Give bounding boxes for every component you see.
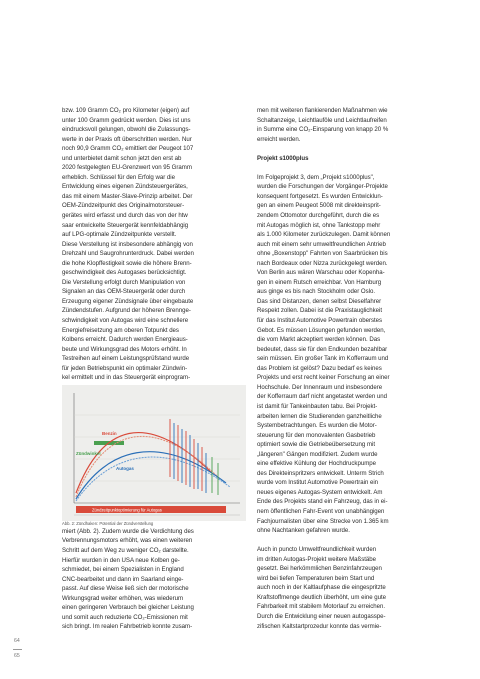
text-line: für jeden Betriebspunkt ein optimaler Zündwin-	[62, 364, 188, 372]
text-line: wird bei tiefen Temperaturen beim Start und	[257, 574, 375, 582]
text-line: Gebot. Es müssen Lösungen gefunden werden,	[257, 326, 386, 334]
text-line: auch mit einem sehr umweltfreundlichen Antrieb	[257, 240, 386, 248]
text-line: Das sind Distanzen, denen selbst Dieselfahrer	[257, 297, 382, 305]
text-line: unter 100 Gramm gedrückt werden. Dies ist uns	[62, 116, 191, 124]
text-line: CNC-bearbeitet und dann im Saarland einge-	[62, 575, 184, 583]
paragraph-block	[62, 106, 246, 383]
page-number-divider	[13, 649, 22, 650]
text-line: nach Bordeaux oder Nizza zurückgelegt werden.	[257, 259, 388, 267]
section-heading: Projekt s1000plus	[257, 154, 309, 162]
text-line: Testreihen auf einem Leistungsprüfstand wurde	[62, 355, 190, 363]
text-line: OEM-Zündzeitpunkt des Originalmotorsteuer-	[62, 202, 185, 210]
text-line: Projekts und erst recht keiner Forschung an einer	[257, 374, 390, 382]
text-line: werte in der Praxis oft überschritten werden. Nur	[62, 135, 192, 143]
text-line: Die Verstellung erfolgt durch Manipulation von	[62, 278, 186, 286]
text-line: Auch in puncto Umweltfreundlichkeit wurden	[257, 546, 377, 554]
text-line: auf LPG-optimale Zündzeitpunkte verstellt.	[62, 231, 177, 239]
text-line: die vom Markt akzeptiert werden können. Das	[257, 336, 381, 344]
text-line: und unterbietet damit schon jetzt den erst ab	[62, 154, 182, 162]
label-bar: Zündzeitpunktoptimierung für Autogas	[92, 507, 162, 513]
text-line: beute und Wirkungsgrad des Motors erhöht. In	[62, 345, 187, 353]
text-line: Wirkungsgrad weiter erhöhen, was wiederum	[62, 594, 184, 602]
text-line: nem öffentlichen Fahr-Event von unabhängigen	[257, 507, 385, 515]
text-line: sich bringt. Im realen Fahrbetrieb konnte zusam-	[62, 623, 193, 631]
text-line: schwindigkeit von Autogas wird eine schnellere	[62, 317, 189, 325]
text-line: Schritt auf dem Weg zu weniger CO₂ darstellte.	[62, 546, 189, 554]
text-line: Verbrennungsmotors erhöht, was einen weiteren	[62, 537, 193, 545]
text-line: Hochschule. Der Innenraum und insbesondere	[257, 383, 383, 391]
text-line: Kolbens erreicht. Dadurch werden Energieaus-	[62, 336, 188, 344]
text-line: optimiert sowie die Getriebeübersetzung mit	[257, 441, 376, 449]
text-line: gesetzt. Bei herkömmlichen Benzinfahrzeugen	[257, 565, 382, 573]
text-line: schmiedet, bei einem Spezialisten in England	[62, 566, 184, 574]
text-line: Respekt zollen. Dabei ist die Praxistauglichkeit	[257, 307, 383, 315]
page-number-left: 64	[14, 638, 20, 644]
text-line: das Problem ist gelöst? Dazu bedarf es keines	[257, 364, 382, 372]
paragraph-block	[257, 173, 441, 536]
paragraph-block	[257, 545, 441, 631]
text-line: ohne Nachtanken gefahren wurde.	[257, 527, 350, 535]
text-line: einen geringeren Verbrauch bei gleicher Leistung	[62, 604, 194, 612]
text-line: bedeutet, dass sie für den Endkunden bezahlbar	[257, 345, 388, 353]
text-line: 2020 festgelegten EU-Grenzwert von 95 Gramm	[62, 164, 192, 172]
text-line: Drehzahl und Saugrohrunterdruck. Dabei werden	[62, 250, 194, 258]
text-line: kel ermittelt und in das Steuergerät einprogram-	[62, 374, 191, 382]
text-line: Fachjournalisten über eine Strecke von 1.365 km	[257, 517, 389, 525]
text-line: Kraftstoffmenge deutlich überhöht, um eine gute	[257, 593, 387, 601]
text-line: Erzeugung eigener Zündsignale über eingebaute	[62, 297, 194, 305]
text-line: „längeren" Gängen modifiziert. Zudem wurde	[257, 450, 378, 458]
page-number-right: 65	[14, 653, 20, 659]
figure-graphic	[62, 385, 246, 521]
text-line: ist damit für Tankeinbauten tabu. Bei Projekt-	[257, 402, 378, 410]
text-line: aus ginge es bis nach Stockholm oder Oslo.	[257, 288, 376, 296]
text-line: Ende des Projekts stand ein Fahrzeug, das in ei-	[257, 498, 388, 506]
text-line: gerätes wird erfasst und durch das von der htw	[62, 212, 188, 220]
text-line: in Summe eine CO₂-Einsparung von knapp 20 %	[257, 126, 389, 134]
text-line: Schaltanzeige, Leichtlauföle und Leichtlaufreifen	[257, 116, 387, 124]
text-line: wurde vom Institut Automotive Powertrain ein	[257, 479, 379, 487]
text-line: auch noch in der Kaltlaufphase die eingespritzte	[257, 584, 386, 592]
text-line: Diese Verstellung ist insbesondere abhängig von	[62, 240, 193, 248]
text-line: Durch die Entwicklung einer neuen autogasspe-	[257, 612, 386, 620]
text-line: zendem Ottomotor durchgeführt, durch die es	[257, 212, 380, 220]
text-line: Signalen an das OEM-Steuergerät oder durch	[62, 288, 186, 296]
text-line: und somit auch reduzierte CO₂-Emissionen mit	[62, 613, 188, 621]
text-column-right	[257, 106, 441, 631]
label-benzin: Benzin	[102, 430, 117, 436]
text-line: sein müssen. Ein großer Tank im Kofferraum und	[257, 355, 389, 363]
text-line: Im Folgeprojekt 3, dem „Projekt s1000plus",	[257, 173, 375, 181]
text-line: die hohe Klopffestigkeit sowie die höhere Brenn-	[62, 259, 192, 267]
text-line: zifischen Kaltstartprozedur konnte das vermie-	[257, 622, 382, 630]
text-line: für das Institut Automotive Powertrain oberstes	[257, 317, 383, 325]
text-line: saar entwickelte Steuergerät kennfeldabhängig	[62, 221, 189, 229]
text-line: miert (Abb. 2). Zudem wurde die Verdichtung des	[62, 527, 194, 535]
text-line: Zündendstufen. Aufgrund der höheren Brenngе-	[62, 307, 191, 315]
text-line: gen in einem Rutsch erreichbar. Von Hamburg	[257, 278, 382, 286]
text-line: erreicht werden.	[257, 135, 301, 143]
text-line: erheblich. Schlüssel für den Erfolg war die	[62, 173, 175, 181]
label-zuendwinkel: Zündwinkel	[76, 450, 101, 456]
text-line: bzw. 109 Gramm CO₂ pro Kilometer (eigen) auf	[62, 107, 190, 114]
figure-caption: Abb. 2: Zündhaken: Potential der Zündverstellung	[62, 520, 154, 526]
text-column-left	[62, 106, 246, 632]
text-line: konsequent fortgesetzt. Es wurden Entwicklun-	[257, 192, 383, 200]
paragraph-block	[62, 527, 246, 632]
figure-ignition-hook-chart	[62, 385, 246, 521]
text-line: Energiefreisetzung am oberen Totpunkt des	[62, 326, 179, 334]
text-line: wurden die Forschungen der Vorgänger-Projekte	[257, 183, 388, 191]
text-line: Fahrbarkeit mit stabilem Motorlauf zu erreichen.	[257, 603, 386, 611]
text-line: arbeiten lernen die Studierenden ganzheitliche	[257, 412, 382, 420]
text-line: eindrucksvoll gelungen, obwohl die Zulassungs-	[62, 126, 191, 134]
text-line: Von Berlin aus wären Warschau oder Kopenha-	[257, 269, 385, 277]
label-autogas: Autogas	[116, 465, 134, 471]
text-line: men mit weiteren flankierenden Maßnahmen wie	[257, 107, 388, 114]
text-line: Hierfür wurden in den USA neue Kolben ge-	[62, 556, 180, 564]
text-line: der Kofferraum darf nicht angetastet werden und	[257, 393, 388, 401]
text-line: mit Autogas möglich ist, ohne Tankstopp mehr	[257, 221, 381, 229]
text-line: geschwindigkeit des Autogases berücksichtigt.	[62, 269, 187, 277]
text-line: neues eigenes Autogas-System entwickelt. Am	[257, 488, 383, 496]
text-line: Entwicklung eines eigenen Zündsteuergerätes,	[62, 183, 188, 191]
text-line: passt. Auf diese Weise ließ sich der motorische	[62, 585, 189, 593]
text-line: als 1.000 Kilometer zurückzulegen. Damit können	[257, 231, 391, 239]
text-line: ohne „Boxenstopp" Fahrten von Saarbrücken bis	[257, 250, 388, 258]
text-line: das mit einem Master-Slave-Prinzip arbeitet. Der	[62, 192, 193, 200]
text-line: Systembetrachtungen. Es wurden die Motor-	[257, 422, 377, 430]
text-line: eine effektive Kühlung der Hochdruckpumpe	[257, 460, 376, 468]
text-line: des Direkteinspritzers entwickelt. Unterm Strich	[257, 469, 384, 477]
paragraph-block	[257, 106, 441, 144]
text-line: gen an einem Peugeot 5008 mit direkteinsprit-	[257, 202, 381, 210]
text-line: im dritten Autogas-Projekt weitere Maßstäbe	[257, 555, 377, 563]
text-line: steuerung für den monovalenten Gasbetrieb	[257, 431, 376, 439]
text-line: noch 90,9 Gramm CO₂ emittiert der Peugeot 107	[62, 145, 194, 153]
